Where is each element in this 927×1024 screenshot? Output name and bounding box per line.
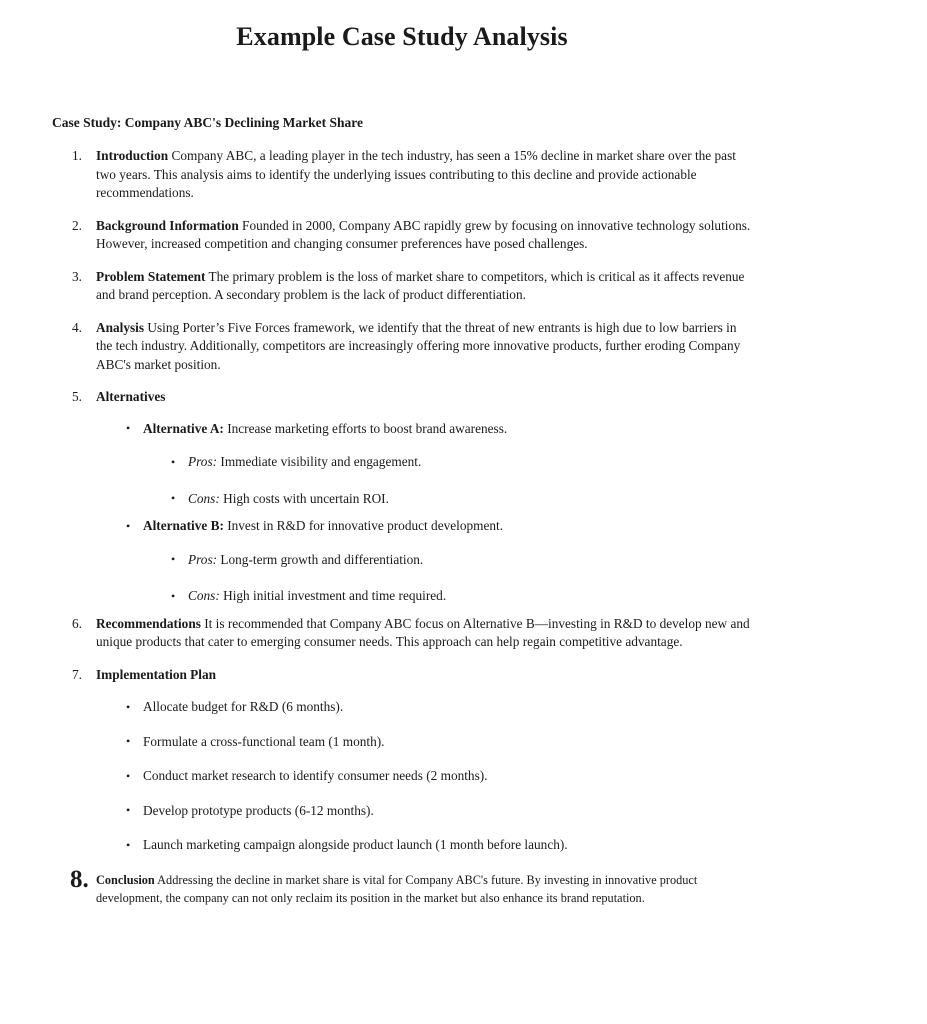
alternatives-bullet-list	[96, 420, 752, 606]
list-number: 4.	[72, 319, 82, 335]
subbullet-item-cons	[143, 490, 752, 509]
item-lead-label: Background Information	[96, 217, 239, 233]
list-number: 5.	[72, 389, 82, 405]
item-lead-label: Conclusion	[96, 872, 155, 887]
bullet-icon: •	[126, 837, 131, 852]
pros-text: Immediate visibility and engagement.	[217, 454, 422, 470]
alternative-label: Alternative B:	[143, 518, 224, 534]
item-lead-label: Implementation Plan	[96, 666, 217, 682]
list-item-implementation-plan	[52, 666, 752, 855]
list-item-background-information	[52, 217, 752, 254]
list-number: 2.	[72, 217, 82, 233]
bullet-icon: •	[126, 734, 131, 749]
cons-label: Cons:	[188, 588, 220, 604]
item-lead-label: Problem Statement	[96, 268, 206, 284]
alternative-body: Invest in R&D for innovative product development.	[223, 518, 504, 534]
bullet-item-step	[96, 733, 752, 752]
list-item-text	[96, 615, 752, 652]
item-lead-label: Recommendations	[96, 615, 201, 631]
list-item-text	[96, 388, 752, 407]
bullet-text: Develop prototype products (6-12 months).	[143, 802, 374, 818]
list-item-conclusion	[52, 865, 752, 908]
bullet-text: Conduct market research to identify consumer needs (2 months).	[143, 768, 488, 784]
list-item-analysis	[52, 319, 752, 375]
alternative-b-proscons-list	[143, 551, 752, 606]
item-body-text: Addressing the decline in market share is vital for Company ABC's future. By investing in innovative product development, the company can not only reclaim its position in the market but also enhance its brand reputation.	[96, 872, 698, 906]
bullet-icon: •	[171, 552, 176, 567]
analysis-list	[52, 147, 752, 908]
bullet-icon: •	[171, 588, 176, 603]
bullet-text	[143, 518, 503, 533]
alternative-body: Increase marketing efforts to boost brand awareness.	[223, 420, 508, 436]
item-body-text: Using Porter’s Five Forces framework, we identify that the threat of new entrants is high due to low barriers in the tech industry. Additionally, competitors are increasingly offering more innovative products, further eroding Company ABC's market position.	[96, 319, 741, 372]
pros-label: Pros:	[188, 454, 218, 470]
subbullet-text	[188, 491, 389, 506]
list-item-alternatives	[52, 388, 752, 606]
alternative-label: Alternative A:	[143, 420, 224, 436]
bullet-icon: •	[126, 518, 131, 533]
item-body-text: Company ABC, a leading player in the tech industry, has seen a 15% decline in market share over the past two years. This analysis aims to identify the underlying issues contributing to this decline and provide actionable recommendations.	[96, 148, 736, 201]
list-number: 1.	[72, 148, 82, 164]
bullet-item-step	[96, 802, 752, 821]
list-item-text	[96, 871, 752, 908]
item-body-text: It is recommended that Company ABC focus on Alternative B—investing in R&D to develop new and unique products that cater to emerging consumer needs. This approach can help regain competitive advantage.	[96, 615, 750, 650]
case-study-heading: Case Study: Company ABC's Declining Market Share	[52, 114, 364, 130]
subbullet-item-pros	[143, 453, 752, 472]
bullet-text: Formulate a cross-functional team (1 month).	[143, 733, 385, 749]
bullet-text	[143, 421, 507, 436]
bullet-icon: •	[126, 699, 131, 714]
list-item-text	[96, 147, 752, 203]
list-item-text	[96, 666, 752, 685]
list-item-recommendations	[52, 615, 752, 652]
pros-text: Long-term growth and differentiation.	[217, 551, 424, 567]
cons-label: Cons:	[188, 490, 220, 506]
list-number: 8.	[70, 865, 89, 893]
list-number: 6.	[72, 615, 82, 631]
cons-text: High initial investment and time required.	[219, 588, 447, 604]
bullet-item-alternative-a	[96, 420, 752, 509]
document-content	[52, 22, 752, 922]
subbullet-item-cons	[143, 587, 752, 606]
list-number: 3.	[72, 268, 82, 284]
list-item-text	[96, 319, 752, 375]
bullet-icon: •	[126, 803, 131, 818]
bullet-item-step	[96, 836, 752, 855]
list-item-problem-statement	[52, 268, 752, 305]
list-number: 7.	[72, 666, 82, 682]
item-lead-label: Alternatives	[96, 389, 166, 405]
subbullet-text	[188, 552, 423, 567]
pros-label: Pros:	[188, 551, 218, 567]
bullet-item-step	[96, 698, 752, 717]
bullet-icon: •	[171, 454, 176, 469]
item-lead-label: Introduction	[96, 148, 169, 164]
list-item-introduction	[52, 147, 752, 203]
list-item-text	[96, 217, 752, 254]
cons-text: High costs with uncertain ROI.	[219, 490, 389, 506]
bullet-item-alternative-b	[96, 517, 752, 606]
subbullet-text	[188, 588, 446, 603]
list-item-text	[96, 268, 752, 305]
implementation-steps-list	[96, 698, 752, 855]
alternative-a-proscons-list	[143, 453, 752, 508]
bullet-icon: •	[126, 421, 131, 436]
bullet-icon: •	[126, 768, 131, 783]
bullet-icon: •	[171, 491, 176, 506]
item-body-text: Founded in 2000, Company ABC rapidly grew by focusing on innovative technology solutions. However, increased competition and changing consumer preferences have posed challenges.	[96, 217, 751, 252]
bullet-text: Launch marketing campaign alongside product launch (1 month before launch).	[143, 837, 568, 853]
subbullet-text	[188, 454, 421, 469]
subbullet-item-pros	[143, 551, 752, 570]
item-lead-label: Analysis	[96, 319, 145, 335]
bullet-text: Allocate budget for R&D (6 months).	[143, 699, 344, 715]
item-body-text: The primary problem is the loss of market share to competitors, which is critical as it affects revenue and brand perception. A secondary problem is the lack of product differentiation.	[96, 268, 745, 303]
bullet-item-step	[96, 767, 752, 786]
page-title: Example Case Study Analysis	[236, 22, 568, 51]
